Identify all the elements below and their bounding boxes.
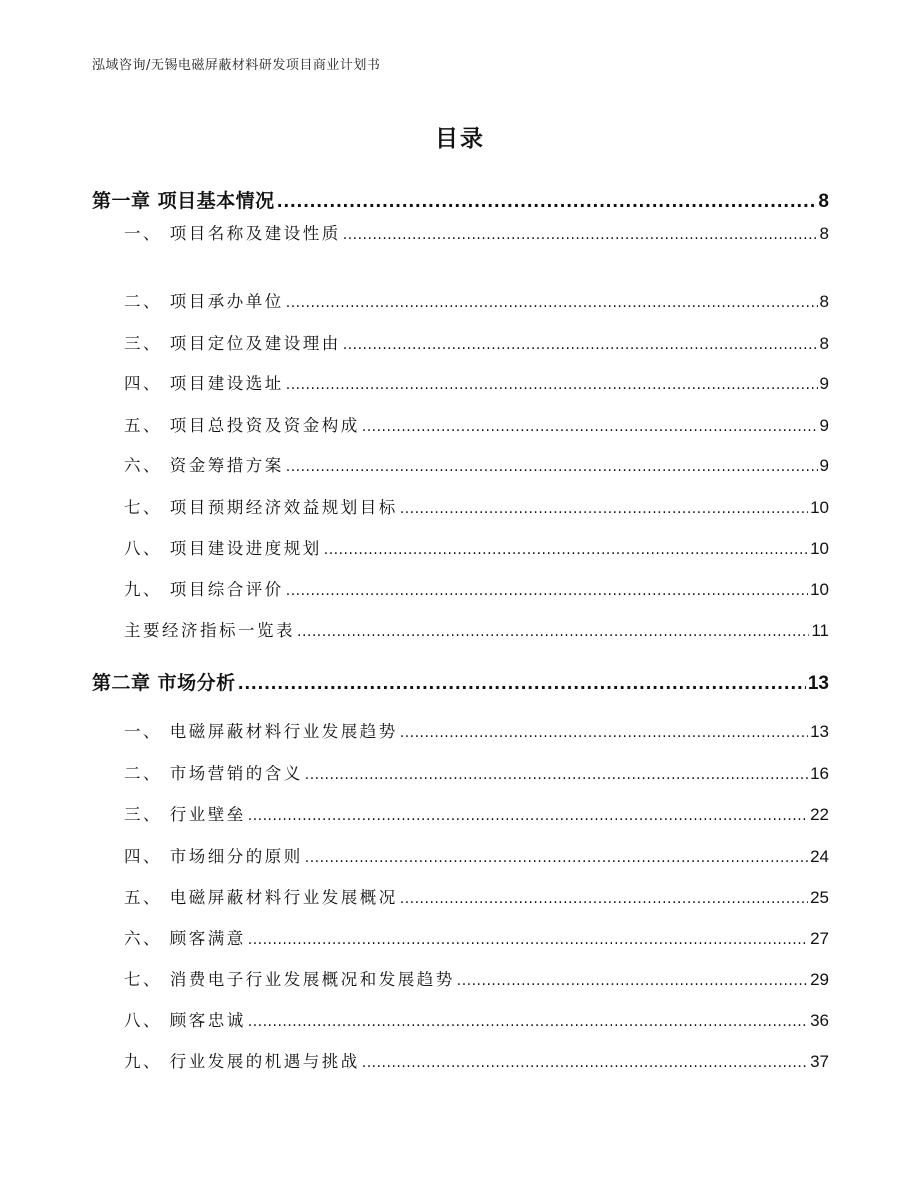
toc-entry-page-number: 8 (819, 292, 829, 311)
toc-entry-page-number: 10 (810, 539, 829, 558)
toc-section-entry[interactable] (124, 535, 829, 559)
toc-title: 目录 (435, 126, 485, 152)
toc-entry-label: 八、 项目建设进度规划 (124, 539, 322, 558)
toc-section-entry[interactable] (124, 452, 829, 476)
toc-entry-label: 五、 项目总投资及资金构成 (124, 416, 360, 435)
toc-entry-label: 六、 顾客满意 (124, 929, 246, 948)
toc-leader-dots (277, 192, 817, 211)
toc-leader-dots (248, 1014, 808, 1030)
toc-entry-label: 七、 项目预期经济效益规划目标 (124, 498, 398, 517)
toc-entry-label: 八、 顾客忠诚 (124, 1011, 246, 1030)
toc-entry-page-number: 10 (810, 580, 829, 599)
toc-entry-page-number: 29 (810, 970, 829, 989)
toc-entry-label: 一、 电磁屏蔽材料行业发展趋势 (124, 722, 398, 741)
toc-section-entry[interactable] (124, 1007, 829, 1031)
toc-entry-label: 三、 项目定位及建设理由 (124, 334, 341, 353)
toc-section-entry[interactable] (124, 576, 829, 600)
toc-chapter-entry[interactable] (92, 668, 829, 695)
toc-leader-dots (400, 891, 808, 907)
toc-entry-label: 七、 消费电子行业发展概况和发展趋势 (124, 970, 455, 989)
toc-section-entry[interactable] (124, 884, 829, 908)
toc-entry-page-number: 9 (819, 374, 829, 393)
toc-entry-page-number: 22 (810, 805, 829, 824)
toc-entry-label: 二、 项目承办单位 (124, 292, 284, 311)
toc-entry-label: 六、 资金筹措方案 (124, 456, 284, 475)
toc-entry-page-number: 10 (810, 498, 829, 517)
toc-leader-dots (297, 624, 809, 640)
toc-entry-label: 第一章 项目基本情况 (92, 190, 275, 212)
toc-entry-page-number: 8 (819, 334, 829, 353)
toc-entry-page-number: 16 (810, 764, 829, 783)
toc-leader-dots (248, 808, 808, 824)
toc-entry-page-number: 9 (819, 456, 829, 475)
toc-leader-dots (305, 850, 808, 866)
toc-leader-dots (343, 227, 818, 243)
toc-section-entry[interactable] (124, 760, 829, 784)
toc-section-entry[interactable] (124, 966, 829, 990)
toc-leader-dots (238, 674, 806, 693)
toc-entry-label: 一、 项目名称及建设性质 (124, 224, 341, 243)
toc-leader-dots (286, 377, 818, 393)
toc-entry-page-number: 27 (810, 929, 829, 948)
toc-entry-page-number: 36 (810, 1011, 829, 1030)
toc-section-entry[interactable] (124, 843, 829, 867)
toc-leader-dots (362, 419, 818, 435)
toc-leader-dots (400, 725, 808, 741)
toc-section-entry[interactable] (124, 617, 829, 641)
toc-section-entry[interactable] (124, 220, 829, 244)
toc-entry-label: 二、 市场营销的含义 (124, 764, 303, 783)
toc-leader-dots (324, 542, 808, 558)
toc-section-entry[interactable] (124, 718, 829, 742)
toc-section-entry[interactable] (124, 494, 829, 518)
toc-section-entry[interactable] (124, 370, 829, 394)
toc-entry-label: 四、 项目建设选址 (124, 374, 284, 393)
toc-leader-dots (362, 1055, 808, 1071)
toc-leader-dots (457, 973, 808, 989)
toc-section-entry[interactable] (124, 801, 829, 825)
toc-entry-label: 主要经济指标一览表 (124, 621, 295, 640)
toc-section-entry[interactable] (124, 925, 829, 949)
toc-entry-label: 九、 行业发展的机遇与挑战 (124, 1052, 360, 1071)
toc-leader-dots (286, 295, 818, 311)
toc-entry-page-number: 8 (818, 191, 829, 212)
toc-leader-dots (343, 337, 818, 353)
toc-entry-page-number: 25 (810, 888, 829, 907)
toc-leader-dots (286, 583, 808, 599)
toc-entry-page-number: 13 (807, 673, 829, 694)
toc-entry-page-number: 8 (819, 224, 829, 243)
toc-entry-page-number: 37 (810, 1052, 829, 1071)
toc-entry-page-number: 13 (810, 722, 829, 741)
toc-leader-dots (305, 767, 808, 783)
toc-section-entry[interactable] (124, 412, 829, 436)
toc-entry-label: 五、 电磁屏蔽材料行业发展概况 (124, 888, 398, 907)
toc-leader-dots (248, 932, 808, 948)
toc-entry-page-number: 9 (819, 416, 829, 435)
toc-section-entry[interactable] (124, 330, 829, 354)
toc-section-entry[interactable] (124, 288, 829, 312)
running-header: 泓域咨询/无锡电磁屏蔽材料研发项目商业计划书 (92, 58, 381, 73)
toc-section-entry[interactable] (124, 1048, 829, 1072)
toc-entry-page-number: 11 (811, 621, 829, 640)
toc-chapter-entry[interactable] (92, 186, 829, 213)
toc-leader-dots (400, 501, 808, 517)
toc-entry-label: 九、 项目综合评价 (124, 580, 284, 599)
toc-entry-page-number: 24 (810, 847, 829, 866)
toc-entry-label: 四、 市场细分的原则 (124, 847, 303, 866)
toc-leader-dots (286, 459, 818, 475)
toc-entry-label: 三、 行业壁垒 (124, 805, 246, 824)
toc-entry-label: 第二章 市场分析 (92, 672, 236, 694)
